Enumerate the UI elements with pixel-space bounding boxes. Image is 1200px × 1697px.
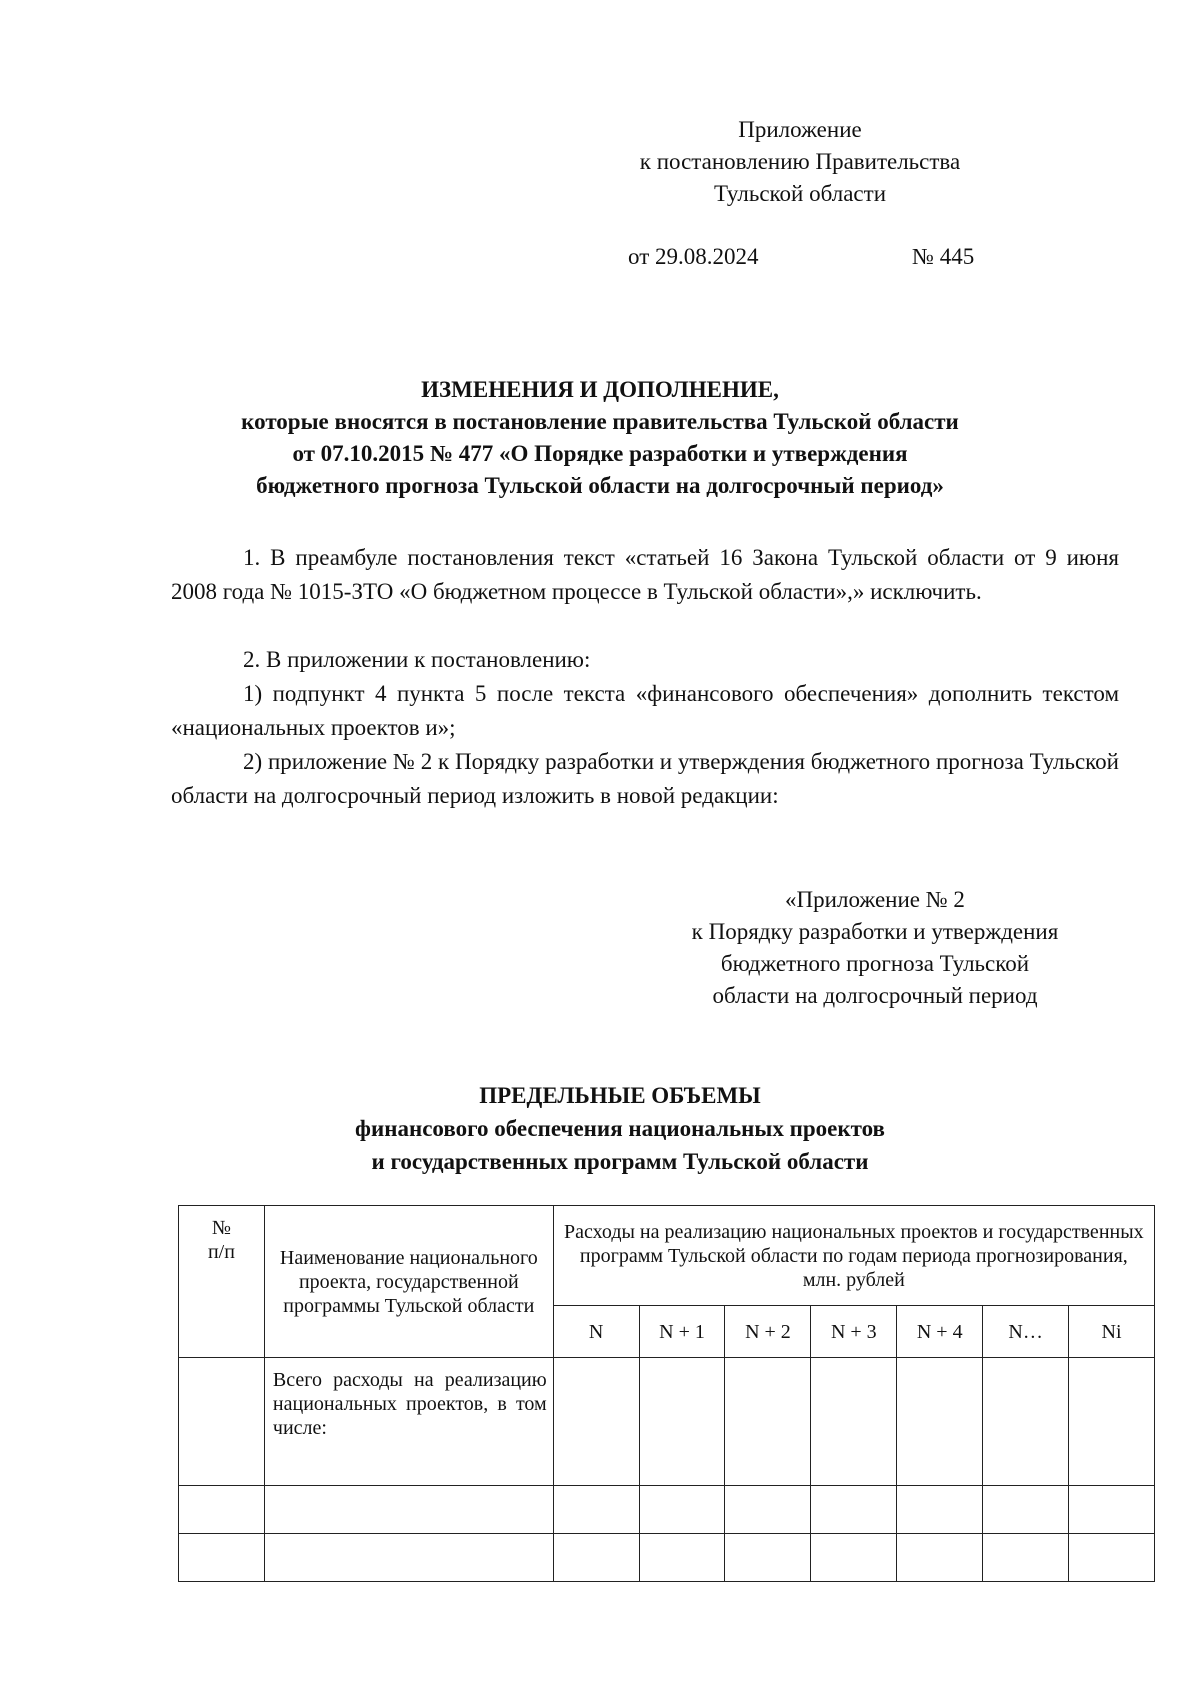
table-cell bbox=[639, 1486, 725, 1534]
header-line: к постановлению Правительства bbox=[639, 149, 961, 174]
appendix-line: к Порядку разработки и утверждения bbox=[691, 919, 1059, 944]
title-line: ИЗМЕНЕНИЯ И ДОПОЛНЕНИЕ, bbox=[421, 377, 779, 402]
table-title-line: ПРЕДЕЛЬНЫЕ ОБЪЕМЫ bbox=[479, 1083, 761, 1108]
table-cell bbox=[983, 1486, 1069, 1534]
title-line: бюджетного прогноза Тульской области на долгосрочный период» bbox=[256, 473, 944, 498]
table-cell bbox=[264, 1486, 553, 1534]
table-cell bbox=[179, 1358, 265, 1486]
paragraph-3: 1) подпункт 4 пункта 5 после текста «финансового обеспечения» дополнить текстом «национальных проектов и»; bbox=[171, 681, 1119, 740]
table-cell bbox=[553, 1486, 639, 1534]
document-date: от 29.08.2024 bbox=[628, 244, 759, 269]
header-number-text: № п/п bbox=[207, 1217, 235, 1263]
table-cell bbox=[983, 1534, 1069, 1582]
document-number: № 445 bbox=[912, 244, 975, 269]
table-cell bbox=[639, 1534, 725, 1582]
table-cell bbox=[897, 1358, 983, 1486]
table-cell bbox=[725, 1486, 811, 1534]
title-line: от 07.10.2015 № 477 «О Порядке разработки и утверждения bbox=[292, 441, 908, 466]
table-cell bbox=[639, 1358, 725, 1486]
table-cell bbox=[179, 1486, 265, 1534]
document-title bbox=[150, 374, 1050, 502]
header-expenses-text: Расходы на реализацию национальных проектов и государственных программ Тульской области по годам периода прогнозирования, млн. рублей bbox=[564, 1220, 1144, 1291]
year-cell: N + 2 bbox=[725, 1306, 811, 1358]
table-cell bbox=[179, 1534, 265, 1582]
year-cell: N + 3 bbox=[811, 1306, 897, 1358]
table-title bbox=[240, 1079, 1000, 1178]
paragraph-2: 2. В приложении к постановлению: bbox=[243, 647, 591, 672]
table-cell bbox=[553, 1534, 639, 1582]
table-cell bbox=[725, 1358, 811, 1486]
paragraph-1: 1. В преамбуле постановления текст «статьей 16 Закона Тульской области от 9 июня 2008 года № 1015-ЗТО «О бюджетном процессе в Тульской области»,» исключить. bbox=[171, 545, 1119, 604]
table-cell bbox=[1069, 1358, 1155, 1486]
table-cell bbox=[725, 1534, 811, 1582]
appendix-line: бюджетного прогноза Тульской bbox=[720, 951, 1030, 976]
year-cell: N + 4 bbox=[897, 1306, 983, 1358]
year-cell: N + 1 bbox=[639, 1306, 725, 1358]
paragraph-4: 2) приложение № 2 к Порядку разработки и утверждения бюджетного прогноза Тульской области на долгосрочный период изложить в новой редакции: bbox=[171, 749, 1119, 808]
header-line: Приложение bbox=[738, 117, 862, 142]
year-cell: Ni bbox=[1069, 1306, 1155, 1358]
title-line: которые вносятся в постановление правительства Тульской области bbox=[241, 409, 959, 434]
table-cell bbox=[897, 1486, 983, 1534]
appendix-line: области на долгосрочный период bbox=[712, 983, 1038, 1008]
year-cell: N… bbox=[983, 1306, 1069, 1358]
header-cell-name bbox=[264, 1206, 553, 1358]
limits-table bbox=[178, 1205, 1155, 1582]
table-row bbox=[179, 1486, 1155, 1534]
appendix-line: «Приложение № 2 bbox=[785, 887, 965, 912]
table-cell bbox=[1069, 1486, 1155, 1534]
row-total-label: Всего расходы на реализацию национальных проектов, в том числе: bbox=[264, 1358, 553, 1486]
header-cell-expenses bbox=[553, 1206, 1154, 1306]
header-name-text: Наименование национального проекта, государственной программы Тульской области bbox=[279, 1246, 538, 1317]
table-cell bbox=[811, 1358, 897, 1486]
table-cell bbox=[983, 1358, 1069, 1486]
table-cell bbox=[811, 1534, 897, 1582]
header-line: Тульской области bbox=[713, 181, 887, 206]
table-row bbox=[179, 1534, 1155, 1582]
table-cell bbox=[1069, 1534, 1155, 1582]
table-cell bbox=[897, 1534, 983, 1582]
year-cell: N bbox=[553, 1306, 639, 1358]
table-title-line: финансового обеспечения национальных проектов bbox=[355, 1116, 885, 1141]
table-cell bbox=[264, 1534, 553, 1582]
header-block bbox=[560, 114, 1040, 210]
table-cell bbox=[553, 1358, 639, 1486]
appendix-block bbox=[640, 884, 1110, 1012]
table-cell bbox=[811, 1486, 897, 1534]
table-title-line: и государственных программ Тульской области bbox=[371, 1149, 869, 1174]
header-cell-number bbox=[179, 1206, 265, 1358]
